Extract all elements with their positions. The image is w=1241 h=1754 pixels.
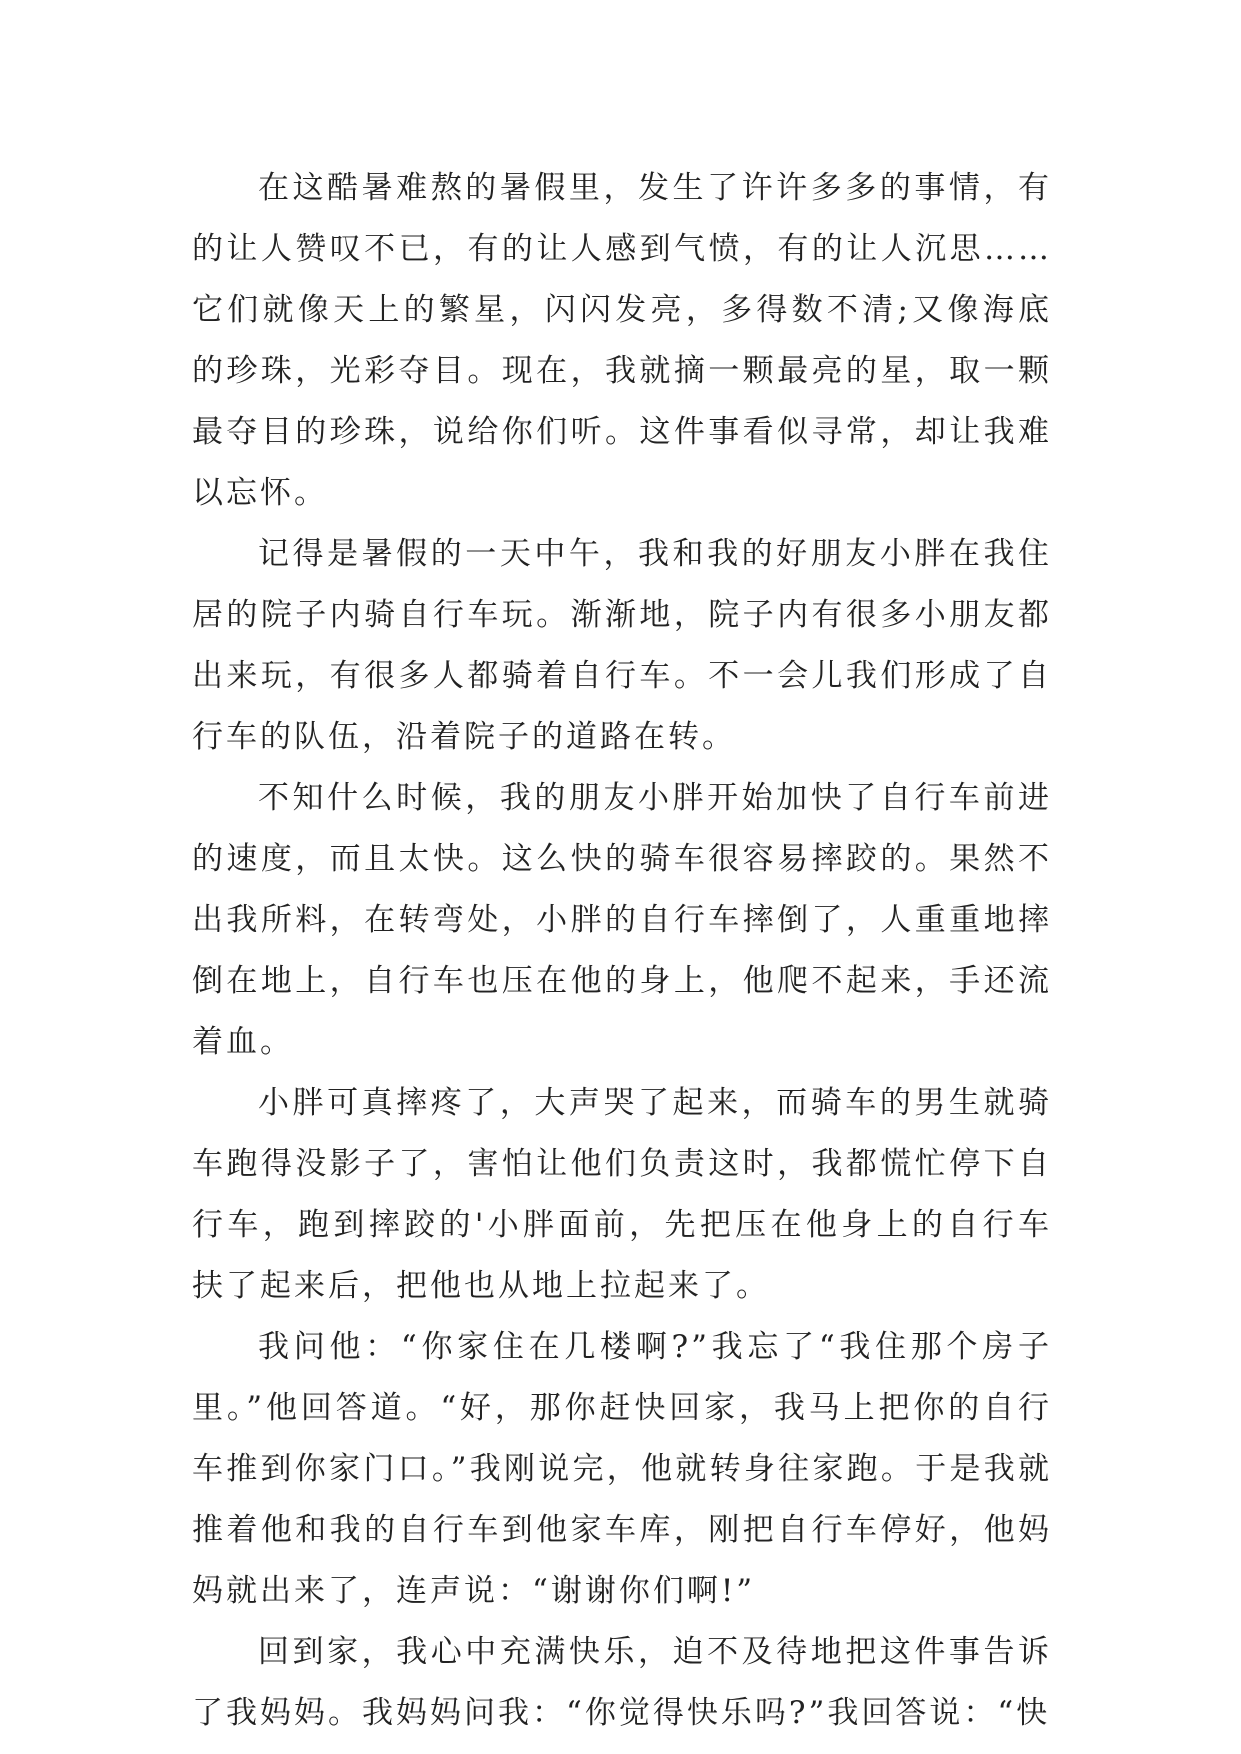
paragraph-3: 不知什么时候，我的朋友小胖开始加快了自行车前进的速度，而且太快。这么快的骑车很容易摔跤的。果然不出我所料，在转弯处，小胖的自行车摔倒了，人重重地摔倒在地上，自行车也压在他的身上，他爬不起来，手还流着血。	[192, 780, 1052, 1060]
document-body	[192, 158, 1052, 1744]
paragraph-1: 在这酷暑难熬的暑假里，发生了许许多多的事情，有的让人赞叹不已，有的让人感到气愤，有的让人沉思……它们就像天上的繁星，闪闪发亮，多得数不清;又像海底的珍珠，光彩夺目。现在，我就摘一颗最亮的星，取一颗最夺目的珍珠，说给你们听。这件事看似寻常，却让我难以忘怀。	[192, 170, 1052, 511]
paragraph-6: 回到家，我心中充满快乐，迫不及待地把这件事告诉了我妈妈。我妈妈问我：“你觉得快乐吗?”我回答说：“快	[192, 1634, 1052, 1731]
paragraph-5: 我问他：“你家住在几楼啊?”我忘了“我住那个房子里。”他回答道。“好，那你赶快回家，我马上把你的自行车推到你家门口。”我刚说完，他就转身往家跑。于是我就推着他和我的自行车到他家车库，刚把自行车停好，他妈妈就出来了，连声说：“谢谢你们啊!”	[192, 1329, 1052, 1609]
paragraph-4: 小胖可真摔疼了，大声哭了起来，而骑车的男生就骑车跑得没影子了，害怕让他们负责这时，我都慌忙停下自行车，跑到摔跤的'小胖面前，先把压在他身上的自行车扶了起来后，把他也从地上拉起来了。	[192, 1085, 1052, 1304]
paragraph-2: 记得是暑假的一天中午，我和我的好朋友小胖在我住居的院子内骑自行车玩。渐渐地，院子内有很多小朋友都出来玩，有很多人都骑着自行车。不一会儿我们形成了自行车的队伍，沿着院子的道路在转。	[192, 536, 1052, 755]
